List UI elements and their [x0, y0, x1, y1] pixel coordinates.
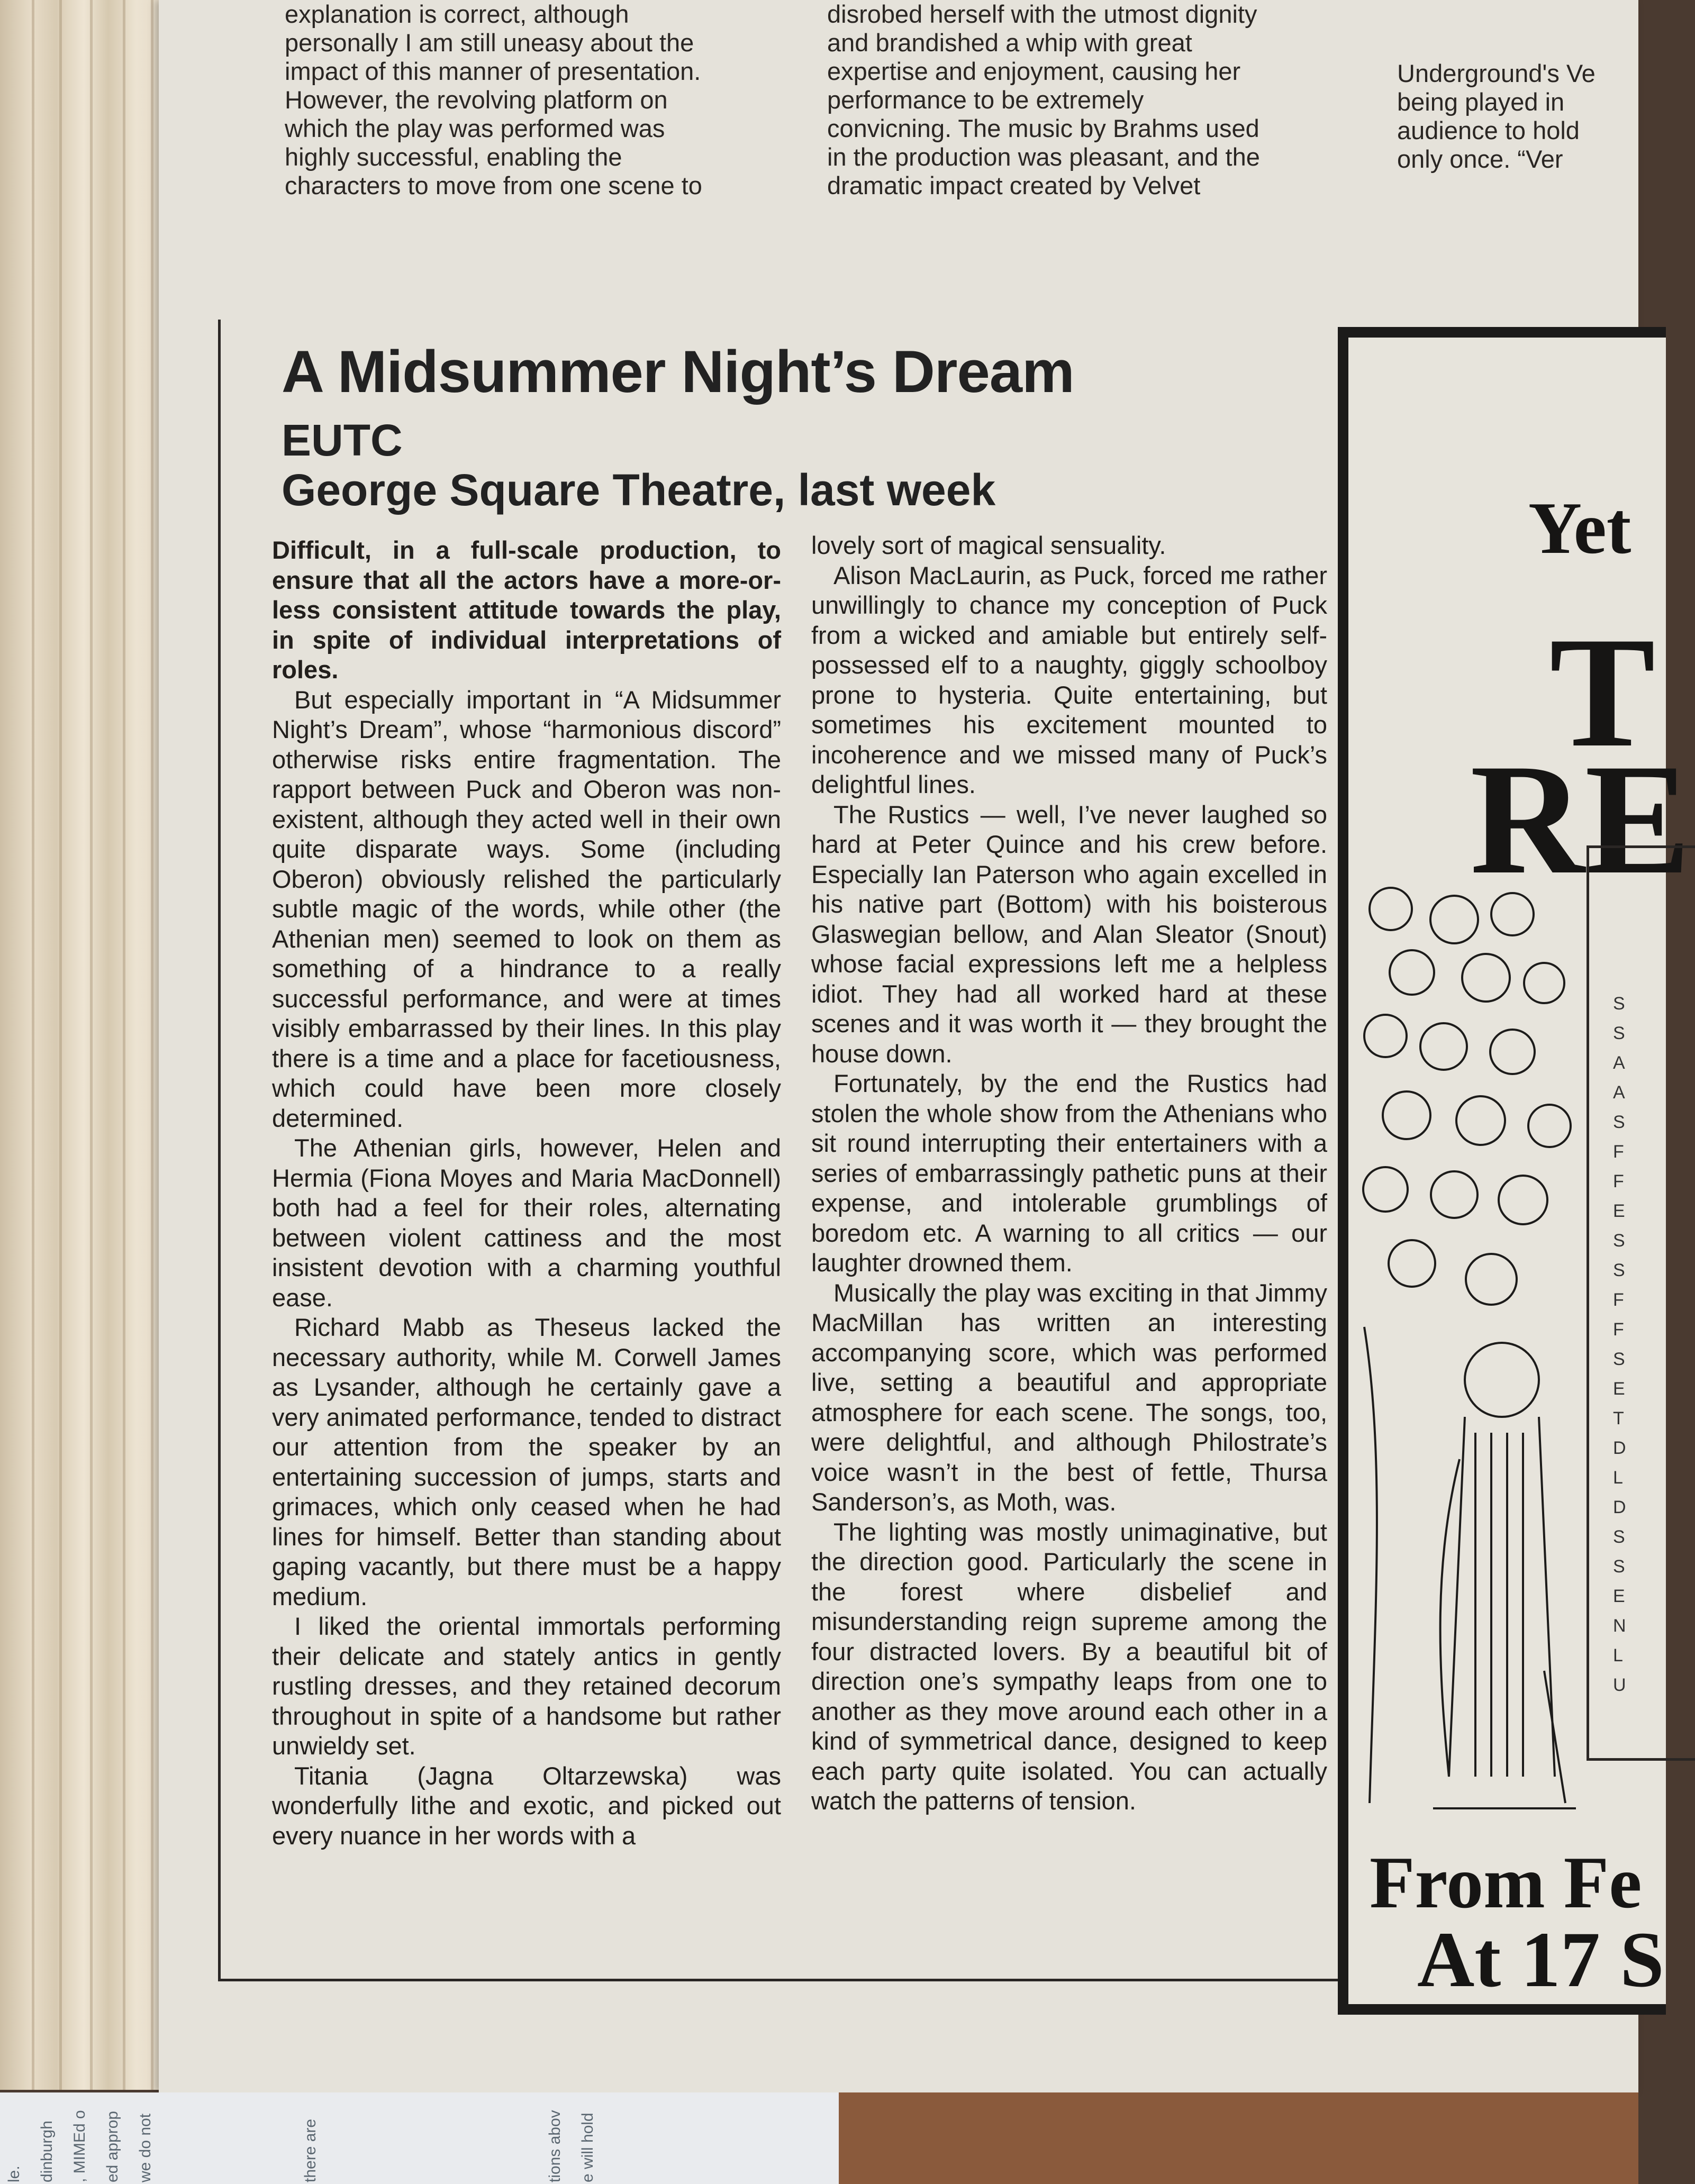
previous-review-col-left	[285, 0, 782, 200]
ad-cut-letter: S	[1613, 1260, 1625, 1280]
previous-review-line: only once. “Ver	[1397, 145, 1563, 173]
ad-cut-letter: F	[1613, 1290, 1624, 1310]
ad-cut-letter: E	[1613, 1201, 1625, 1221]
article-paragraph: Musically the play was exciting in that Jimmy MacMillan has written an interesting accompanying score, which was performed live, setting a beautiful and appropriate atmosphere for each scene. The songs, too, were delightful, and although Philostrate’s voice wasn’t in the best of fettle, Thursa Sanderson’s, as Moth, was.	[811, 1278, 1327, 1516]
previous-review-line: Underground's Ve	[1397, 59, 1596, 87]
previous-review-line: audience to hold	[1397, 116, 1580, 144]
ad-cut-letter: U	[1613, 1675, 1626, 1695]
under-sheet-fragment: ed approp	[104, 2110, 121, 2182]
ad-cut-letter: S	[1613, 1112, 1625, 1132]
previous-review-line: explanation is correct, although	[285, 0, 629, 28]
article-column-1	[272, 535, 781, 1851]
previous-review-col-mid	[827, 0, 1327, 200]
ad-cut-letter: E	[1613, 1379, 1625, 1399]
under-sheet	[0, 2092, 839, 2184]
under-sheet-fragment: dinburgh	[38, 2121, 56, 2182]
previous-review-col-right	[1397, 59, 1640, 174]
under-sheet-fragment: , MIMEd o	[71, 2110, 88, 2182]
previous-review-line: characters to move from one scene to	[285, 171, 702, 199]
ad-cut-letter: F	[1613, 1320, 1624, 1340]
previous-review-line: which the play was performed was	[285, 114, 665, 142]
article-paragraph: But especially important in “A Midsummer Night’s Dream”, whose “harmonious discord” otherwise risks entire fragmentation. The rapport between Puck and Oberon was non-existent, although they acted well in their own quite disparate ways. Some (including Oberon) obviously relished the particularly subtle magic of the words, while other (the Athenian men) seemed to look on them as something of a hindrance to a really successful performance, and were at times visibly embarrassed by their lines. In this play there is a time and a place for facetiousness, which could have been more closely determined.	[272, 685, 781, 1132]
previous-review-line: being played in	[1397, 88, 1565, 116]
ad-footer-from: From Fe	[1370, 1842, 1642, 1924]
previous-review-line: personally I am still uneasy about the	[285, 29, 694, 57]
article-paragraph: The Athenian girls, however, Helen and Hermia (Fiona Moyes and Maria MacDonnell) both had a feel for their roles, alternating between violent cattiness and the most insistent devotion with a charming youthful ease.	[272, 1134, 781, 1312]
ad-cut-letter: F	[1613, 1142, 1624, 1162]
ad-cut-letter: E	[1613, 1586, 1625, 1606]
ad-heading-t: T	[1549, 604, 1656, 780]
article-column-2	[811, 531, 1327, 1816]
ad-cut-letter: S	[1613, 1023, 1625, 1043]
ad-cut-letter: S	[1613, 994, 1625, 1014]
article-paragraph: I liked the oriental immortals performing their delicate and stately antics in gently rustling dresses, and they retained decorum throughout in spite of a handsome but rather unwieldy set.	[272, 1612, 781, 1760]
previous-review-line: highly successful, enabling the	[285, 143, 622, 171]
previous-review-line: performance to be extremely	[827, 86, 1144, 114]
ad-cut-letter: D	[1613, 1497, 1626, 1517]
ad-cut-letter: S	[1613, 1557, 1625, 1577]
ad-cut-letter: A	[1613, 1082, 1625, 1103]
article-paragraph: Fortunately, by the end the Rustics had stolen the whole show from the Athenians who sit round interrupting their entertainers with a series of embarrassingly pathetic puns at their expense, and intolerable grumblings of boredom etc. A warning to all critics — our laughter drowned them.	[811, 1069, 1327, 1277]
advertisement	[1338, 327, 1691, 2015]
bound-volume-edge	[0, 0, 175, 2090]
ad-cut-letter: S	[1613, 1231, 1625, 1251]
ad-cut-letter: N	[1613, 1616, 1626, 1636]
under-sheet-fragment: e will hold	[579, 2113, 596, 2182]
previous-review-line: impact of this manner of presentation.	[285, 57, 701, 85]
article-lead-paragraph: Difficult, in a full-scale production, to ensure that all the actors have a more-or-less consistent attitude towards the play, in spite of individual interpretations of roles.	[272, 536, 781, 684]
company-name: EUTC	[282, 415, 403, 465]
ad-cut-letter: D	[1613, 1438, 1626, 1458]
ad-cut-letter: L	[1613, 1468, 1623, 1488]
article-headline: A Midsummer Night’s Dream	[282, 339, 1074, 405]
previous-review-line: expertise and enjoyment, causing her	[827, 57, 1241, 85]
under-sheet-fragment: there are	[302, 2118, 319, 2182]
ad-cut-letter: L	[1613, 1645, 1623, 1666]
ad-cut-letter: S	[1613, 1527, 1625, 1547]
under-sheet-fragment: le.	[5, 2165, 23, 2182]
ad-side-panel	[1587, 845, 1695, 1761]
ad-heading-yet: Yet	[1528, 487, 1631, 569]
ad-cut-letter: S	[1613, 1349, 1625, 1369]
article-paragraph: Titania (Jagna Oltarzewska) was wonderfully lithe and exotic, and picked out every nuance in her words with a	[272, 1761, 781, 1850]
under-sheet-fragment: tions abov	[546, 2110, 564, 2182]
ad-heading-re: RE	[1470, 731, 1691, 907]
venue-line: George Square Theatre, last week	[282, 465, 996, 515]
article-paragraph: Alison MacLaurin, as Puck, forced me rather unwillingly to chance my conception of Puck from a wicked and amiable but entirely self-possessed elf to a naughty, giggly schoolboy prone to hysteria. Quite entertaining, but sometimes his excitement mounted to incoherence and we missed many of Puck’s delightful lines.	[811, 561, 1327, 798]
previous-review-line: However, the revolving platform on	[285, 86, 668, 114]
article-paragraph: Richard Mabb as Theseus lacked the necessary authority, while M. Corwell James as Lysander, although he certainly gave a very animated performance, tended to distract our attention from the speaker by an entertaining succession of jumps, starts and grimaces, which only ceased when he had lines for himself. Better than standing about gaping vacantly, but there must be a happy medium.	[272, 1313, 781, 1610]
previous-review-line: convicning. The music by Brahms used	[827, 114, 1259, 142]
under-sheet-fragment: we do not	[137, 2113, 154, 2182]
ad-cut-letter: T	[1613, 1408, 1624, 1428]
previous-review-line: dramatic impact created by Velvet	[827, 171, 1201, 199]
ad-cut-letter: A	[1613, 1053, 1625, 1073]
previous-review-line: in the production was pleasant, and the	[827, 143, 1260, 171]
previous-review-line: and brandished a whip with great	[827, 29, 1192, 57]
article-paragraph: The Rustics — well, I’ve never laughed so hard at Peter Quince and his crew before. Especially Ian Paterson who again excelled in his native part (Bottom) with his boisterous Glaswegian bellow, and Alan Sleator (Snout) whose facial expressions left me a helpless idiot. They had all worked hard at these scenes and it was worth it — they brought the house down.	[811, 800, 1327, 1068]
table-surface	[839, 2092, 1638, 2184]
ad-cut-letter: F	[1613, 1171, 1624, 1191]
crowd-cartoon-illustration	[1354, 877, 1587, 1830]
article-paragraph: The lighting was mostly unimaginative, but the direction good. Particularly the scene in the forest where disbelief and misunderstanding reign supreme among the four distracted lovers. By a beautiful bit of direction one’s sympathy leaps from one to another as they move around each other in a kind of symmetrical dance, designed to keep each party quite isolated. You can actually watch the patterns of tension.	[811, 1517, 1327, 1815]
article-paragraph: lovely sort of magical sensuality.	[811, 531, 1166, 559]
previous-review-line: disrobed herself with the utmost dignity	[827, 0, 1257, 28]
ad-footer-at: At 17 S	[1417, 1916, 1664, 2004]
